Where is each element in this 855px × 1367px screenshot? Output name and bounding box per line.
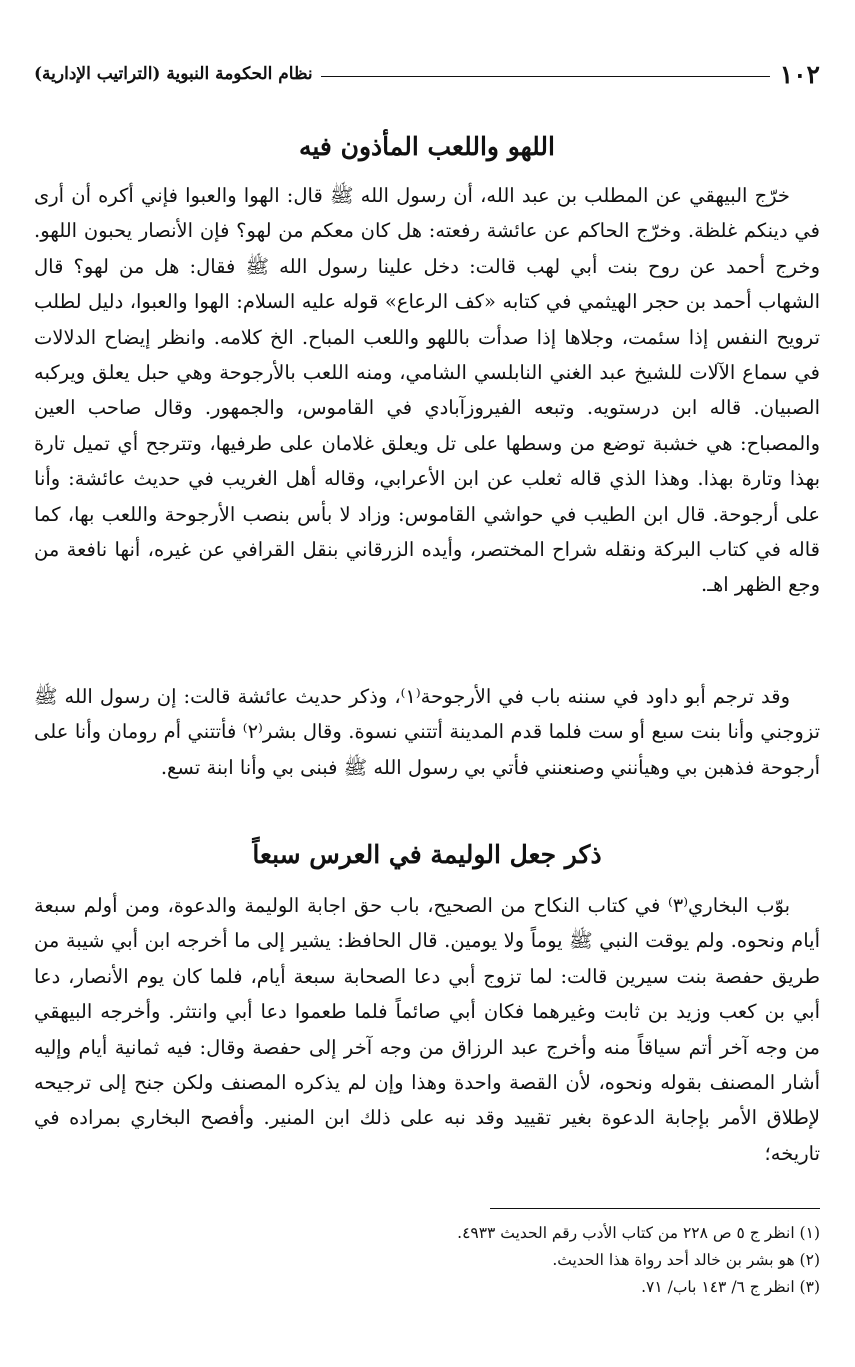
running-title: نظام الحكومة النبوية (التراتيب الإدارية) <box>34 64 313 84</box>
book-page <box>34 40 820 1340</box>
footnote-2: (٢) هو بشر بن خالد أحد رواة هذا الحديث. <box>552 1251 820 1269</box>
section-2-paragraph-1: بوّب البخاري⁽٣⁾ في كتاب النكاح من الصحيح، باب حق اجابة الوليمة والدعوة، ومن أولم سبعة أيام ونحوه. ولم يوقت النبي ﷺ يوماً ولا يومين. قال الحافظ: يشير إلى ما أخرجه ابن أبي شيبة من طريق حفصة بنت سيرين قالت: لما تزوج أبي دعا الصحابة سبعة أيام، فلما كان يوم الأنصار، دعا أبي بن كعب وزيد بن ثابت وغيرهما فكان أبي صائماً فلما طعموا دعا أبي وانتثر. وأخرجه البيهقي من وجه آخر أتم سياقاً منه وأخرج عبد الرزاق من وجه آخر إلى حفصة وقال: فيه ثمانية أيام وإليه أشار المصنف بقوله ونحوه، لأن القصة واحدة وهذا وإن لم يذكره المصنف ولكن جنح إلى ترجيحه لإطلاق الأمر بإجابة الدعوة بغير تقييد وقد نبه على ذلك ابن المنير. وأفصح البخاري بمراده في تاريخه؛ <box>34 894 820 1165</box>
footnote-3: (٣) انظر ج ٦/ ١٤٣ باب/ ٧١. <box>641 1278 820 1296</box>
header-rule <box>321 76 770 77</box>
section-1-paragraph-2: وقد ترجم أبو داود في سننه باب في الأرجوحة⁽١⁾، وذكر حديث عائشة قالت: إن رسول الله ﷺ تزوجني وأنا بنت سبع أو ست فلما قدم المدينة أتتني نسوة. وقال بشر⁽٢⁾ فأتتني أم رومان وأنا على أرجوحة فذهبن بي وهيأنني وصنعنني فأتي بي رسول الله ﷺ فبنى بي وأنا ابنة تسع. <box>34 685 821 779</box>
footnote-divider <box>490 1208 820 1209</box>
section-title-2: ذكر جعل الوليمة في العرس سبعاً <box>252 840 602 869</box>
running-header <box>34 54 820 94</box>
page-number: ١٠٢ <box>779 59 820 89</box>
footnote-1: (١) انظر ج ٥ ص ٢٢٨ من كتاب الأدب رقم الحديث ٤٩٣٣. <box>457 1224 820 1242</box>
section-title-1: اللهو واللعب المأذون فيه <box>298 132 555 161</box>
section-1-paragraph-1: خرّج البيهقي عن المطلب بن عبد الله، أن رسول الله ﷺ قال: الهوا والعبوا فإني أكره أن أرى في دينكم غلظة. وخرّج الحاكم عن عائشة رفعته: هل كان معكم من لهو؟ فإن الأنصار يحبون اللهو. وخرج أحمد عن روح بنت أبي لهب قالت: دخل علينا رسول الله ﷺ فقال: هل من لهو؟ قال الشهاب أحمد بن حجر الهيثمي في كتابه «كف الرعاع» قوله عليه السلام: الهوا والعبوا، دليل لطلب ترويح النفس إذا سئمت، وجلاها إذا صدأت باللهو واللعب المباح. الخ كلامه. وانظر إيضاح الدلالات في سماع الآلات للشيخ عبد الغني النابلسي الشامي، ومنه اللعب بالأرجوحة وهي حبل يعلق ويركبه الصبيان. قاله ابن درستويه. وتبعه الفيروزآبادي في القاموس، والجمهور. وقال صاحب العين والمصباح: هي خشبة توضع من وسطها على تل ويعلق غلامان على طرفيها، وتترجح أي تميل تارة بهذا وتارة بهذا. وهذا الذي قاله ثعلب عن ابن الأعرابي، وقاله أهل الغريب في حديث عائشة: وأنا على أرجوحة. قال ابن الطيب في حواشي القاموس: وزاد لا بأس بنصب الأرجوحة واللعب بها، كما قاله في كتاب البركة ونقله شراح المختصر، وأيده الزرقاني بنقل القرافي عن غيره، أنها نافعة من وجع الظهر اهـ. <box>34 184 820 597</box>
footnotes <box>34 1220 820 1301</box>
